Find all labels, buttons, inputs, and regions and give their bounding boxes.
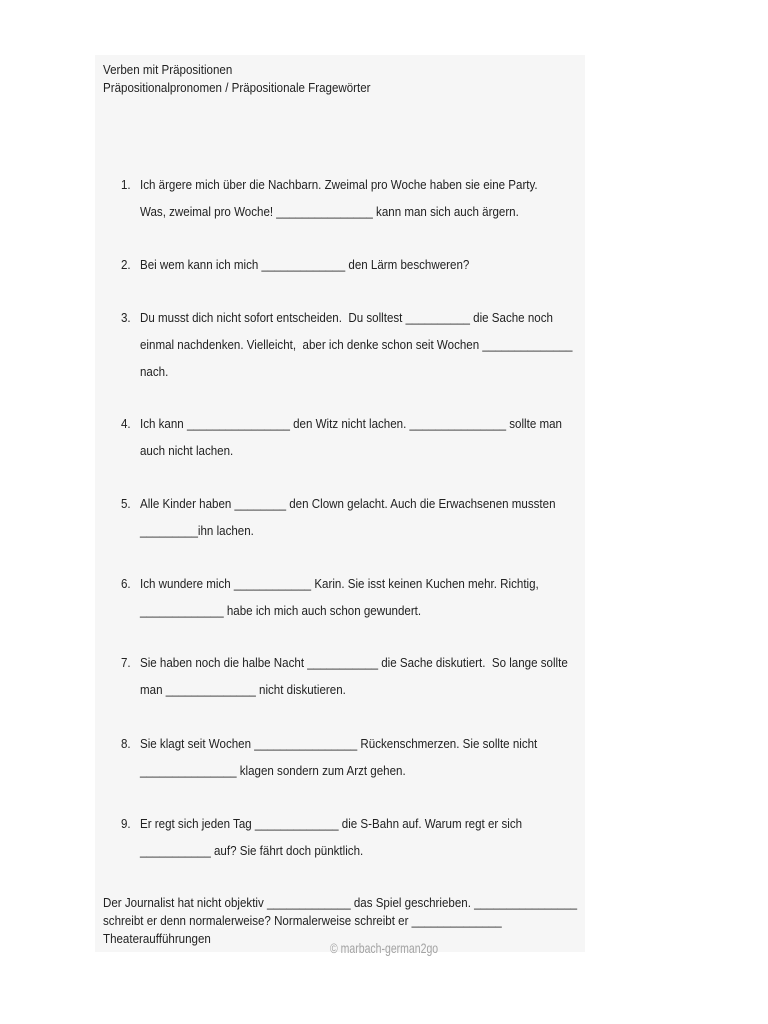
exercise-line: Ich wundere mich ____________ Karin. Sie isst keinen Kuchen mehr. Richtig, [140,576,539,591]
exercise-line: _______________ klagen sondern zum Arzt gehen. [140,763,406,778]
exercise-line: Er regt sich jeden Tag _____________ die S-Bahn auf. Warum regt er sich [140,816,523,831]
exercise-line: Ich ärgere mich über die Nachbarn. Zweimal pro Woche haben sie eine Party. [140,177,538,192]
exercise-number: 6. [121,576,131,591]
exercise-line: Was, zweimal pro Woche! _______________ kann man sich auch ärgern. [140,204,519,219]
closing-line: schreibt er denn normalerweise? Normalerweise schreibt er ______________ [103,913,502,928]
worksheet-title: Verben mit Präpositionen [103,62,233,77]
exercise-number: 3. [121,310,131,325]
exercise-item [0,490,768,544]
exercise-line: Bei wem kann ich mich _____________ den Lärm beschweren? [140,257,470,272]
exercise-line: Sie haben noch die halbe Nacht ___________ die Sache diskutiert. So lange sollte [140,655,568,670]
copyright-watermark: © marbach-german2go [330,940,439,956]
exercise-number: 5. [121,496,131,511]
exercise-item [0,649,768,703]
exercise-line: ___________ auf? Sie fährt doch pünktlich. [140,843,364,858]
exercise-line: Sie klagt seit Wochen ________________ Rückenschmerzen. Sie sollte nicht [140,736,538,751]
exercise-line: Alle Kinder haben ________ den Clown gelacht. Auch die Erwachsenen mussten [140,496,556,511]
exercise-number: 1. [121,177,131,192]
exercise-number: 8. [121,736,131,751]
exercise-line: _________ihn lachen. [140,523,254,538]
exercise-line: nach. [140,364,169,379]
exercise-number: 9. [121,816,131,831]
closing-line: Der Journalist hat nicht objektiv _____________ das Spiel geschrieben. ________________ [103,895,578,910]
exercise-line: Du musst dich nicht sofort entscheiden. Du solltest __________ die Sache noch [140,310,553,325]
exercise-item [0,304,768,385]
exercise-item [0,730,768,784]
exercise-number: 4. [121,416,131,431]
exercise-line: _____________ habe ich mich auch schon gewundert. [140,603,422,618]
exercise-item [0,251,768,278]
exercise-line: Ich kann ________________ den Witz nicht lachen. _______________ sollte man [140,416,562,431]
exercise-line: man ______________ nicht diskutieren. [140,682,346,697]
exercise-line: auch nicht lachen. [140,443,234,458]
exercise-item [0,410,768,464]
exercise-number: 2. [121,257,131,272]
exercise-number: 7. [121,655,131,670]
closing-line: Theateraufführungen [103,931,211,946]
worksheet-subtitle: Präpositionalpronomen / Präpositionale Fragewörter [103,80,371,95]
exercise-item [0,570,768,624]
exercise-line: einmal nachdenken. Vielleicht, aber ich denke schon seit Wochen ______________ [140,337,573,352]
exercise-item [0,171,768,225]
exercise-item [0,810,768,864]
